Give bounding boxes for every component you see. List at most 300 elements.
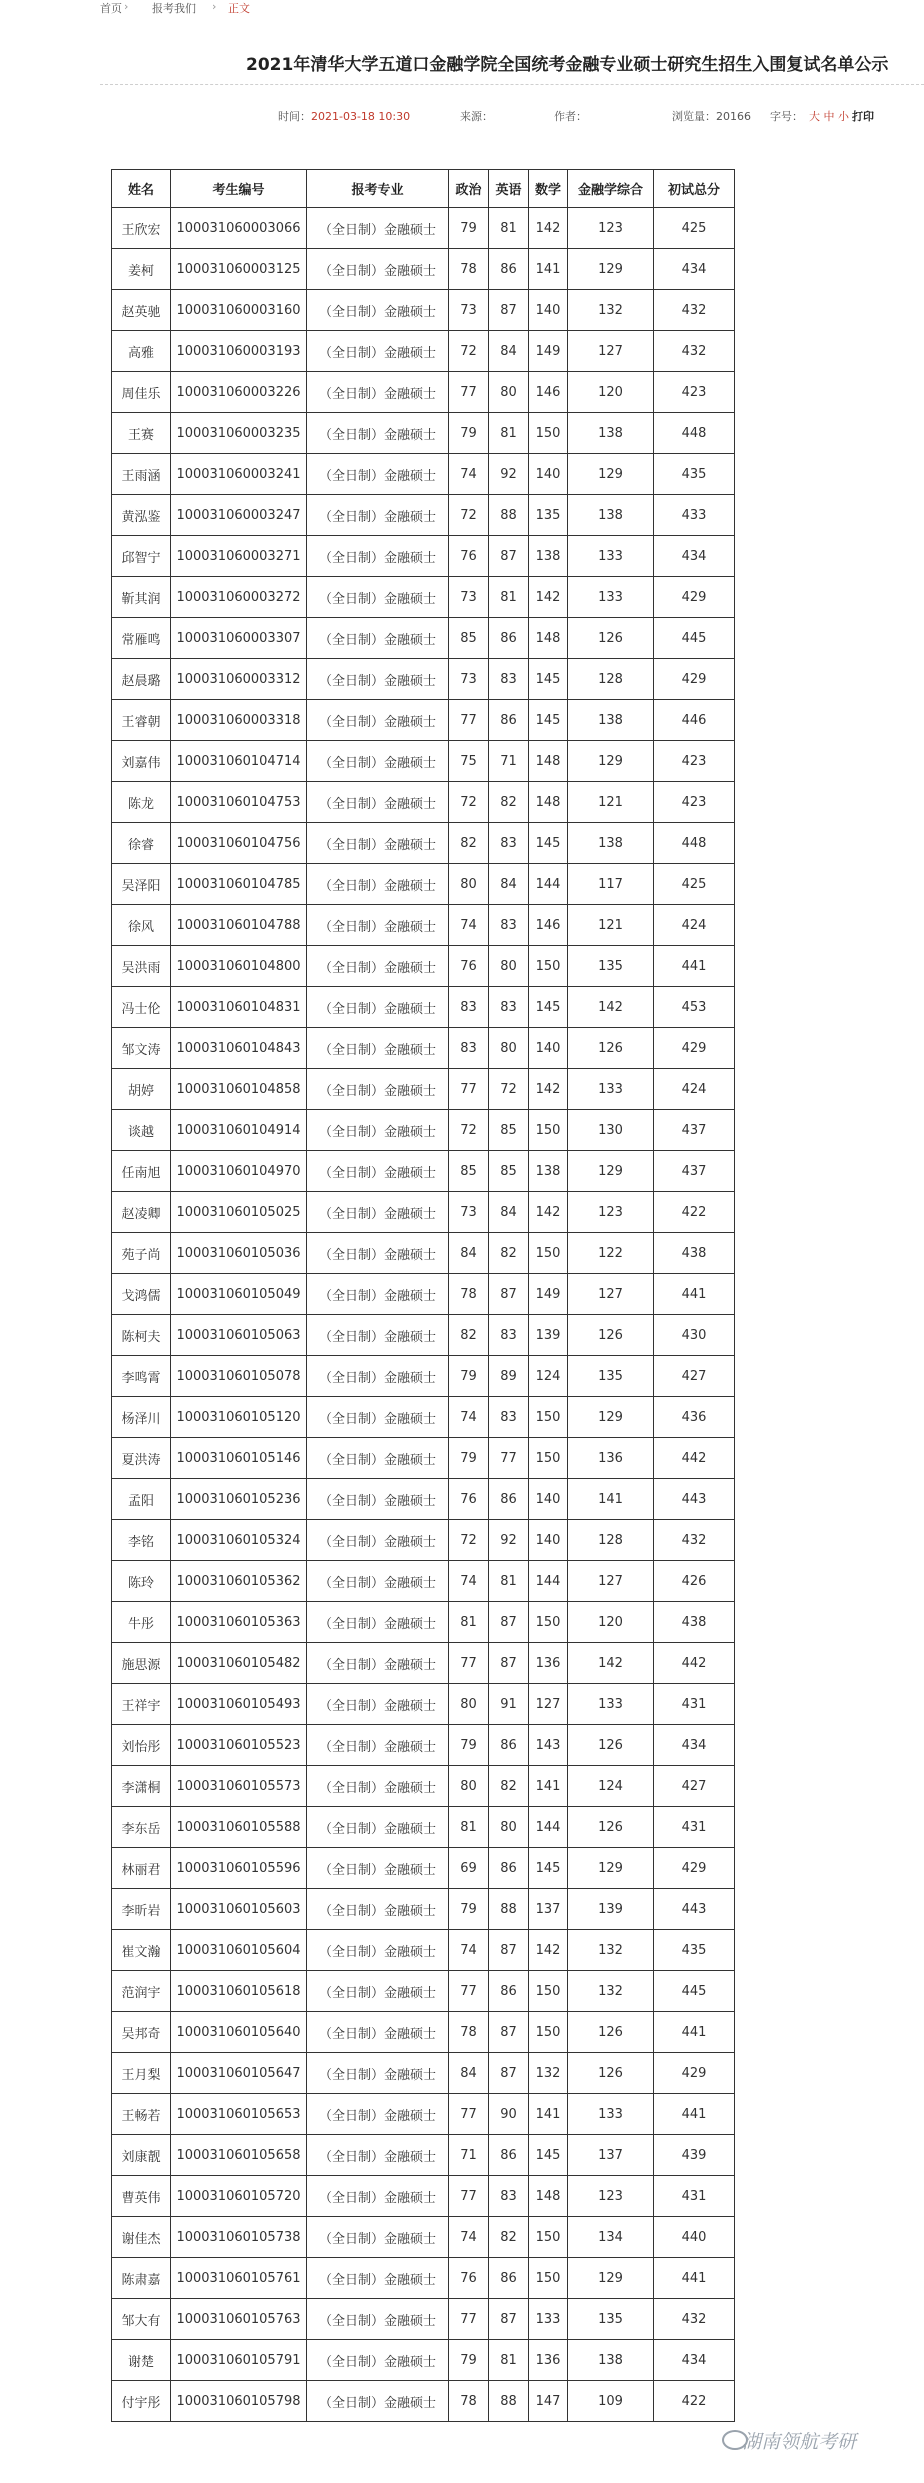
cell-major: （全日制）金融硕士 (307, 1438, 449, 1479)
cell-name: 邱智宁 (112, 536, 171, 577)
cell-major: （全日制）金融硕士 (307, 1561, 449, 1602)
cell-finance: 135 (568, 2299, 654, 2340)
cell-english: 71 (489, 741, 529, 782)
table-row (112, 1397, 735, 1438)
table-row (112, 208, 735, 249)
admission-table (111, 169, 735, 2422)
cell-name: 王祥宇 (112, 1684, 171, 1725)
cell-english: 83 (489, 1397, 529, 1438)
cell-math: 136 (529, 1643, 568, 1684)
cell-total: 423 (654, 741, 735, 782)
cell-major: （全日制）金融硕士 (307, 2176, 449, 2217)
meta-source (460, 108, 493, 124)
cell-math: 145 (529, 700, 568, 741)
cell-total: 443 (654, 1479, 735, 1520)
cell-name: 冯士伦 (112, 987, 171, 1028)
cell-exam-id: 100031060104753 (171, 782, 307, 823)
cell-politics: 72 (449, 331, 489, 372)
cell-english: 92 (489, 1520, 529, 1561)
meta-time-label: 时间： (278, 110, 311, 123)
cell-math: 142 (529, 577, 568, 618)
cell-major: （全日制）金融硕士 (307, 372, 449, 413)
cell-finance: 129 (568, 454, 654, 495)
cell-name: 王赛 (112, 413, 171, 454)
cell-english: 87 (489, 2053, 529, 2094)
cell-total: 433 (654, 495, 735, 536)
table-row (112, 2053, 735, 2094)
cell-exam-id: 100031060105798 (171, 2381, 307, 2422)
cell-politics: 76 (449, 1479, 489, 1520)
cell-politics: 77 (449, 1069, 489, 1110)
cell-major: （全日制）金融硕士 (307, 700, 449, 741)
cell-name: 谢佳杰 (112, 2217, 171, 2258)
cell-finance: 129 (568, 2258, 654, 2299)
cell-total: 442 (654, 1438, 735, 1479)
cell-english: 84 (489, 1192, 529, 1233)
cell-math: 150 (529, 1438, 568, 1479)
cell-math: 143 (529, 1725, 568, 1766)
table-row (112, 2094, 735, 2135)
cell-math: 142 (529, 1069, 568, 1110)
cell-exam-id: 100031060105078 (171, 1356, 307, 1397)
meta-author (554, 108, 587, 124)
cell-exam-id: 100031060104756 (171, 823, 307, 864)
cell-exam-id: 100031060104788 (171, 905, 307, 946)
cell-exam-id: 100031060104843 (171, 1028, 307, 1069)
breadcrumb-apply-link[interactable]: 报考我们 (152, 2, 196, 15)
table-row (112, 700, 735, 741)
col-math-header: 数学 (529, 170, 568, 208)
cell-exam-id: 100031060003272 (171, 577, 307, 618)
cell-exam-id: 100031060104714 (171, 741, 307, 782)
cell-finance: 126 (568, 1028, 654, 1069)
cell-total: 432 (654, 331, 735, 372)
cell-english: 88 (489, 1889, 529, 1930)
cell-total: 443 (654, 1889, 735, 1930)
col-politics-header: 政治 (449, 170, 489, 208)
cell-politics: 84 (449, 2053, 489, 2094)
cell-math: 138 (529, 536, 568, 577)
table-row (112, 946, 735, 987)
cell-english: 80 (489, 946, 529, 987)
cell-finance: 127 (568, 331, 654, 372)
cell-total: 424 (654, 1069, 735, 1110)
cell-finance: 133 (568, 577, 654, 618)
cell-name: 施思源 (112, 1643, 171, 1684)
cell-exam-id: 100031060003247 (171, 495, 307, 536)
cell-finance: 139 (568, 1889, 654, 1930)
cell-politics: 78 (449, 2012, 489, 2053)
cell-math: 150 (529, 946, 568, 987)
cell-name: 陈玲 (112, 1561, 171, 1602)
cell-math: 150 (529, 2012, 568, 2053)
cell-politics: 73 (449, 577, 489, 618)
table-row (112, 2176, 735, 2217)
cell-english: 86 (489, 1725, 529, 1766)
cell-english: 88 (489, 495, 529, 536)
cell-math: 145 (529, 659, 568, 700)
cell-finance: 129 (568, 1151, 654, 1192)
cell-total: 432 (654, 1520, 735, 1561)
cell-exam-id: 100031060105146 (171, 1438, 307, 1479)
table-row (112, 905, 735, 946)
cell-finance: 129 (568, 1397, 654, 1438)
table-row (112, 2340, 735, 2381)
cell-name: 刘嘉伟 (112, 741, 171, 782)
cell-math: 146 (529, 905, 568, 946)
cell-total: 441 (654, 2258, 735, 2299)
breadcrumb-separator: › (212, 0, 217, 13)
cell-politics: 79 (449, 413, 489, 454)
meta-views-value: 20166 (716, 110, 751, 123)
cell-finance: 126 (568, 618, 654, 659)
cell-name: 高雅 (112, 331, 171, 372)
table-body (112, 208, 735, 2422)
cell-name: 陈肃嘉 (112, 2258, 171, 2299)
cell-politics: 74 (449, 1930, 489, 1971)
cell-exam-id: 100031060003307 (171, 618, 307, 659)
breadcrumb (0, 0, 924, 14)
cell-math: 140 (529, 1520, 568, 1561)
cell-math: 139 (529, 1315, 568, 1356)
cell-exam-id: 100031060105618 (171, 1971, 307, 2012)
table-row (112, 1930, 735, 1971)
cell-finance: 126 (568, 2012, 654, 2053)
cell-name: 邹大有 (112, 2299, 171, 2340)
cell-total: 442 (654, 1643, 735, 1684)
cell-finance: 129 (568, 249, 654, 290)
cell-math: 140 (529, 1479, 568, 1520)
cell-finance: 133 (568, 2094, 654, 2135)
cell-major: （全日制）金融硕士 (307, 2012, 449, 2053)
cell-exam-id: 100031060104914 (171, 1110, 307, 1151)
watermark (718, 2427, 856, 2454)
cell-english: 87 (489, 2012, 529, 2053)
cell-major: （全日制）金融硕士 (307, 987, 449, 1028)
cell-exam-id: 100031060105063 (171, 1315, 307, 1356)
cell-name: 付宇彤 (112, 2381, 171, 2422)
cell-english: 87 (489, 2299, 529, 2340)
cell-politics: 81 (449, 1602, 489, 1643)
cell-name: 黄泓鉴 (112, 495, 171, 536)
cell-math: 148 (529, 782, 568, 823)
cell-math: 127 (529, 1684, 568, 1725)
cell-politics: 85 (449, 618, 489, 659)
cell-major: （全日制）金融硕士 (307, 1725, 449, 1766)
cell-politics: 74 (449, 454, 489, 495)
cell-math: 141 (529, 249, 568, 290)
cell-english: 92 (489, 454, 529, 495)
table-row (112, 2299, 735, 2340)
cell-exam-id: 100031060105738 (171, 2217, 307, 2258)
table-row (112, 1725, 735, 1766)
cell-exam-id: 100031060105036 (171, 1233, 307, 1274)
cell-major: （全日制）金融硕士 (307, 1684, 449, 1725)
cell-math: 148 (529, 741, 568, 782)
cell-total: 448 (654, 413, 735, 454)
cell-name: 李鸣霄 (112, 1356, 171, 1397)
cell-politics: 73 (449, 290, 489, 331)
cell-exam-id: 100031060105720 (171, 2176, 307, 2217)
cell-exam-id: 100031060105049 (171, 1274, 307, 1315)
cell-math: 140 (529, 290, 568, 331)
cell-math: 145 (529, 2135, 568, 2176)
breadcrumb-home-link[interactable]: 首页 (100, 2, 122, 15)
cell-politics: 77 (449, 2176, 489, 2217)
divider (100, 84, 924, 85)
cell-exam-id: 100031060105588 (171, 1807, 307, 1848)
cell-exam-id: 100031060105791 (171, 2340, 307, 2381)
cell-total: 441 (654, 946, 735, 987)
table-row (112, 1151, 735, 1192)
table-row (112, 987, 735, 1028)
cell-english: 83 (489, 987, 529, 1028)
cell-finance: 133 (568, 536, 654, 577)
cell-politics: 72 (449, 782, 489, 823)
cell-finance: 142 (568, 987, 654, 1028)
cell-name: 吴邦奇 (112, 2012, 171, 2053)
cell-politics: 74 (449, 1561, 489, 1602)
cell-politics: 80 (449, 1766, 489, 1807)
cell-name: 邹文涛 (112, 1028, 171, 1069)
cell-name: 牛彤 (112, 1602, 171, 1643)
cell-english: 86 (489, 2135, 529, 2176)
cell-exam-id: 100031060105604 (171, 1930, 307, 1971)
cell-math: 150 (529, 413, 568, 454)
cell-finance: 121 (568, 905, 654, 946)
cell-major: （全日制）金融硕士 (307, 1397, 449, 1438)
cell-english: 80 (489, 1028, 529, 1069)
cell-math: 145 (529, 987, 568, 1028)
cell-total: 434 (654, 536, 735, 577)
table-row (112, 1479, 735, 1520)
cell-total: 435 (654, 1930, 735, 1971)
cell-politics: 74 (449, 1397, 489, 1438)
cell-math: 145 (529, 1848, 568, 1889)
table-row (112, 454, 735, 495)
cell-major: （全日制）金融硕士 (307, 290, 449, 331)
cell-name: 李东岳 (112, 1807, 171, 1848)
cell-major: （全日制）金融硕士 (307, 1151, 449, 1192)
cell-english: 87 (489, 1602, 529, 1643)
cell-english: 77 (489, 1438, 529, 1479)
cell-total: 441 (654, 2012, 735, 2053)
cell-english: 91 (489, 1684, 529, 1725)
cell-major: （全日制）金融硕士 (307, 782, 449, 823)
table-row (112, 864, 735, 905)
cell-math: 144 (529, 864, 568, 905)
table-row (112, 618, 735, 659)
cell-finance: 126 (568, 1807, 654, 1848)
cell-math: 148 (529, 2176, 568, 2217)
cell-major: （全日制）金融硕士 (307, 2299, 449, 2340)
meta-author-label: 作者： (554, 110, 587, 123)
cell-math: 147 (529, 2381, 568, 2422)
cell-english: 82 (489, 1233, 529, 1274)
table-row (112, 2381, 735, 2422)
table-row (112, 413, 735, 454)
cell-total: 427 (654, 1766, 735, 1807)
cell-total: 435 (654, 454, 735, 495)
cell-politics: 75 (449, 741, 489, 782)
cell-name: 王睿朝 (112, 700, 171, 741)
cell-english: 88 (489, 2381, 529, 2422)
cell-major: （全日制）金融硕士 (307, 1356, 449, 1397)
cell-major: （全日制）金融硕士 (307, 741, 449, 782)
cell-total: 446 (654, 700, 735, 741)
cell-english: 86 (489, 1848, 529, 1889)
cell-exam-id: 100031060003193 (171, 331, 307, 372)
cell-total: 429 (654, 1028, 735, 1069)
cell-exam-id: 100031060003160 (171, 290, 307, 331)
table-row (112, 1766, 735, 1807)
cell-exam-id: 100031060003125 (171, 249, 307, 290)
cell-name: 常雁鸣 (112, 618, 171, 659)
cell-total: 448 (654, 823, 735, 864)
cell-politics: 77 (449, 2299, 489, 2340)
cell-politics: 79 (449, 1356, 489, 1397)
cell-total: 429 (654, 577, 735, 618)
cell-name: 刘康靓 (112, 2135, 171, 2176)
cell-politics: 78 (449, 249, 489, 290)
cell-name: 李潇桐 (112, 1766, 171, 1807)
cell-english: 87 (489, 1643, 529, 1684)
cell-english: 83 (489, 1315, 529, 1356)
cell-politics: 78 (449, 1274, 489, 1315)
cell-math: 150 (529, 1110, 568, 1151)
cell-exam-id: 100031060003066 (171, 208, 307, 249)
cell-english: 81 (489, 1561, 529, 1602)
cell-name: 曹英伟 (112, 2176, 171, 2217)
cell-name: 孟阳 (112, 1479, 171, 1520)
cell-english: 86 (489, 2258, 529, 2299)
cell-total: 426 (654, 1561, 735, 1602)
cell-total: 429 (654, 1848, 735, 1889)
cell-finance: 141 (568, 1479, 654, 1520)
table-row (112, 1889, 735, 1930)
table-row (112, 741, 735, 782)
cell-math: 124 (529, 1356, 568, 1397)
table-row (112, 2135, 735, 2176)
cell-math: 137 (529, 1889, 568, 1930)
cell-exam-id: 100031060105658 (171, 2135, 307, 2176)
print-button[interactable]: 打印 (852, 110, 874, 123)
table-row (112, 1192, 735, 1233)
cell-name: 陈柯夫 (112, 1315, 171, 1356)
cell-math: 150 (529, 1602, 568, 1643)
cell-name: 姜柯 (112, 249, 171, 290)
cell-politics: 72 (449, 495, 489, 536)
cell-total: 439 (654, 2135, 735, 2176)
cell-exam-id: 100031060003318 (171, 700, 307, 741)
header-row (112, 170, 735, 208)
cell-finance: 124 (568, 1766, 654, 1807)
cell-exam-id: 100031060104970 (171, 1151, 307, 1192)
cell-total: 432 (654, 2299, 735, 2340)
cell-politics: 77 (449, 2094, 489, 2135)
cell-politics: 77 (449, 1971, 489, 2012)
cell-english: 84 (489, 864, 529, 905)
cell-math: 138 (529, 1151, 568, 1192)
cell-total: 441 (654, 1274, 735, 1315)
cell-name: 周佳乐 (112, 372, 171, 413)
col-id-header: 考生编号 (171, 170, 307, 208)
cell-exam-id: 100031060104858 (171, 1069, 307, 1110)
cell-total: 422 (654, 1192, 735, 1233)
cell-finance: 135 (568, 1356, 654, 1397)
cell-total: 425 (654, 864, 735, 905)
cell-major: （全日制）金融硕士 (307, 495, 449, 536)
table-row (112, 331, 735, 372)
cell-total: 423 (654, 372, 735, 413)
cell-name: 徐风 (112, 905, 171, 946)
col-name-header: 姓名 (112, 170, 171, 208)
cell-total: 434 (654, 1725, 735, 1766)
cell-major: （全日制）金融硕士 (307, 946, 449, 987)
cell-politics: 71 (449, 2135, 489, 2176)
table-row (112, 1520, 735, 1561)
cell-exam-id: 100031060105236 (171, 1479, 307, 1520)
cell-major: （全日制）金融硕士 (307, 2053, 449, 2094)
cell-major: （全日制）金融硕士 (307, 1110, 449, 1151)
meta-size-label: 字号： (770, 110, 803, 123)
meta-source-label: 来源： (460, 110, 493, 123)
table-row (112, 249, 735, 290)
meta-views (672, 108, 751, 124)
cell-finance: 127 (568, 1274, 654, 1315)
table-row (112, 495, 735, 536)
cell-politics: 80 (449, 864, 489, 905)
cell-politics: 74 (449, 905, 489, 946)
cell-finance: 128 (568, 659, 654, 700)
cell-total: 453 (654, 987, 735, 1028)
cell-major: （全日制）金融硕士 (307, 331, 449, 372)
table-row (112, 823, 735, 864)
cell-english: 72 (489, 1069, 529, 1110)
cell-english: 82 (489, 782, 529, 823)
cell-finance: 132 (568, 1971, 654, 2012)
table-row (112, 1684, 735, 1725)
cell-name: 戈鸿儒 (112, 1274, 171, 1315)
cell-exam-id: 100031060105363 (171, 1602, 307, 1643)
cell-english: 87 (489, 536, 529, 577)
font-size-options[interactable]: 大 中 小 (809, 110, 849, 123)
cell-name: 靳其润 (112, 577, 171, 618)
cell-finance: 120 (568, 1602, 654, 1643)
cell-name: 赵晨璐 (112, 659, 171, 700)
cell-total: 445 (654, 618, 735, 659)
cell-english: 84 (489, 331, 529, 372)
cell-exam-id: 100031060003235 (171, 413, 307, 454)
cell-name: 范润宇 (112, 1971, 171, 2012)
cell-english: 89 (489, 1356, 529, 1397)
cell-finance: 123 (568, 2176, 654, 2217)
cell-total: 422 (654, 2381, 735, 2422)
cell-total: 445 (654, 1971, 735, 2012)
cell-politics: 72 (449, 1110, 489, 1151)
table-row (112, 1028, 735, 1069)
cell-politics: 83 (449, 987, 489, 1028)
table-row (112, 1848, 735, 1889)
cell-politics: 79 (449, 2340, 489, 2381)
cell-politics: 77 (449, 372, 489, 413)
cell-name: 吴洪雨 (112, 946, 171, 987)
cell-name: 崔文瀚 (112, 1930, 171, 1971)
col-major-header: 报考专业 (307, 170, 449, 208)
col-total-header: 初试总分 (654, 170, 735, 208)
cell-politics: 72 (449, 1520, 489, 1561)
cell-math: 146 (529, 372, 568, 413)
